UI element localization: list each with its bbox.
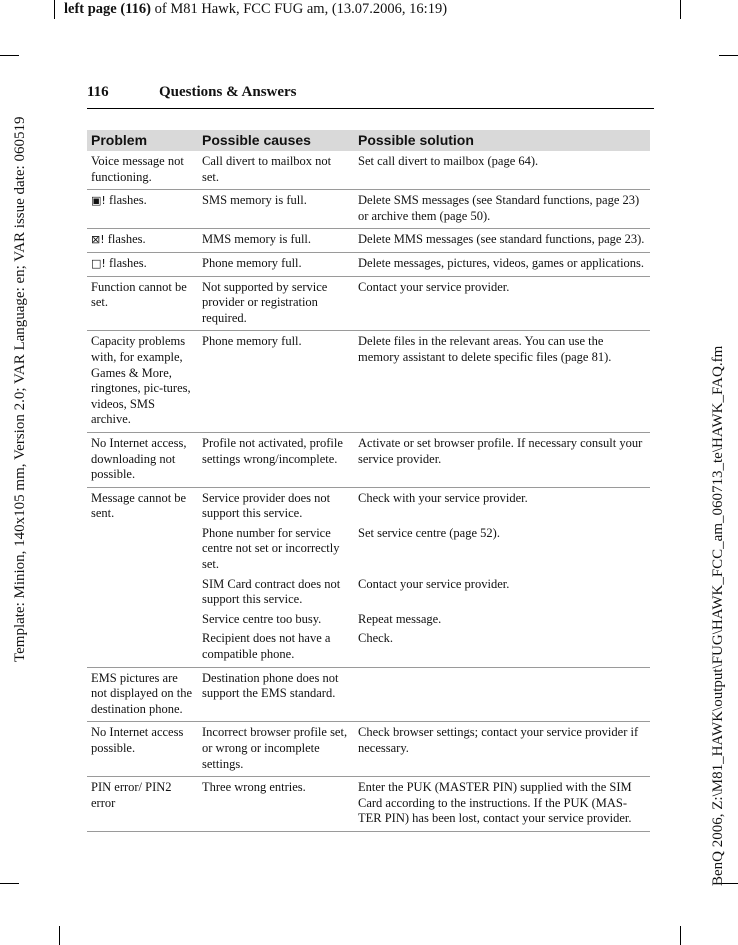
problem-cell [87, 331, 198, 433]
problem-text: Capacity problems with, for example, Games & More, ringtones, pic-tures, videos, SMS archive. [91, 334, 191, 427]
cause-cell: SMS memory is full. [198, 190, 354, 229]
solution-cell: Delete files in the relevant areas. You can use the memory assistant to delete specific files (page 81). [354, 331, 650, 433]
file-path-side-text: BenQ 2006, Z:\M81_HAWK\output\FUG\HAWK_FCC_am_060713_te\HAWK_FAQ.fm [710, 345, 726, 886]
sms-memory-full-icon: ▣! [91, 194, 106, 208]
solution-cell: Check. [354, 628, 650, 667]
cause-cell: Destination phone does not support the EMS standard. [198, 667, 354, 722]
cause-cell: Phone number for service centre not set or incorrectly set. [202, 525, 340, 572]
problem-cell [87, 628, 198, 667]
page-heading [87, 82, 654, 109]
cause-cell: SIM Card contract does not support this service. [202, 576, 341, 607]
problem-text: flashes. [104, 232, 146, 247]
crop-mark [719, 55, 738, 56]
print-header [64, 0, 447, 18]
problem-text: flashes. [105, 255, 147, 270]
section-title: Questions & Answers [159, 84, 297, 100]
problem-text: Message cannot be sent. [91, 490, 187, 521]
table-row [87, 229, 650, 253]
table-header-row [87, 130, 650, 151]
cause-cell: MMS memory is full. [198, 229, 354, 253]
problem-cell [87, 609, 198, 629]
solution-cell: Contact your service provider. [354, 276, 650, 331]
solution-cell: Repeat message. [358, 611, 442, 626]
phone-memory-full-icon: □! [91, 256, 106, 270]
solution-cell: Delete messages, pictures, videos, games or applications. [354, 252, 650, 276]
problem-cell [87, 276, 198, 331]
cause-cell: Three wrong entries. [198, 777, 354, 832]
crop-mark [0, 883, 19, 884]
table-row [87, 276, 650, 331]
crop-mark [54, 0, 55, 19]
table-row [87, 667, 650, 722]
print-header-page: left page (116) [64, 1, 151, 17]
cause-cell: Recipient does not have a compatible phone. [198, 628, 354, 667]
problem-cell [87, 432, 198, 487]
problem-cell [87, 667, 198, 722]
table-row [87, 487, 650, 523]
print-header-info: of M81 Hawk, FCC FUG am, (13.07.2006, 16:19) [150, 1, 448, 17]
cause-cell: Service centre too busy. [202, 611, 322, 626]
problem-cell [87, 487, 198, 523]
table-row [87, 722, 650, 777]
problem-cell [87, 722, 198, 777]
solution-cell: Check with your service provider. [358, 490, 528, 505]
problem-cell [87, 523, 198, 574]
problem-cell [87, 190, 198, 229]
table-row [87, 331, 650, 433]
cause-cell: Phone memory full. [198, 331, 354, 433]
page-number: 116 [87, 84, 109, 100]
table-row [87, 609, 650, 629]
table-row [87, 574, 650, 609]
crop-mark [59, 926, 60, 945]
solution-cell: Delete MMS messages (see standard functions, page 23). [354, 229, 650, 253]
table-row [87, 628, 650, 667]
template-side-note [10, 62, 30, 662]
table-row [87, 151, 650, 190]
cause-cell: Service provider does not support this service. [202, 490, 331, 521]
problem-text: Voice message not functioning. [91, 154, 184, 184]
problem-text: PIN error/ PIN2 error [91, 780, 172, 810]
problem-cell [87, 229, 198, 253]
solution-cell: Enter the PUK (MASTER PIN) supplied with the SIM Card according to the instructions. If the PUK (MAS-TER PIN) has been lost, contact your service provider. [354, 777, 650, 832]
solution-cell: Set service centre (page 52). [358, 525, 500, 540]
table-row [87, 523, 650, 574]
header-problem: Problem [87, 130, 198, 151]
table-row [87, 190, 650, 229]
cause-cell: Incorrect browser profile set, or wrong or incomplete settings. [198, 722, 354, 777]
table-row [87, 432, 650, 487]
problem-text: flashes. [105, 193, 147, 208]
template-side-text: Template: Minion, 140x105 mm, Version 2.0; VAR Language: en; VAR issue date: 060519 [12, 116, 28, 662]
troubleshooting-table [87, 130, 650, 832]
problem-cell [87, 151, 198, 190]
cause-cell: Call divert to mailbox not set. [198, 151, 354, 190]
solution-cell: Delete SMS messages (see Standard functions, page 23) or archive them (page 50). [354, 190, 650, 229]
problem-text: No Internet access, downloading not possible. [91, 435, 187, 482]
crop-mark [680, 926, 681, 945]
crop-mark [680, 0, 681, 19]
cause-cell: Not supported by service provider or registration required. [198, 276, 354, 331]
header-possible-solution: Possible solution [354, 130, 650, 151]
header-possible-causes: Possible causes [198, 130, 354, 151]
table-row [87, 252, 650, 276]
problem-text: EMS pictures are not displayed on the destination phone. [91, 670, 193, 716]
solution-cell: Contact your service provider. [358, 576, 510, 591]
problem-cell [87, 777, 198, 832]
cause-cell: Profile not activated, profile settings wrong/incomplete. [198, 432, 354, 487]
solution-cell: Set call divert to mailbox (page 64). [354, 151, 650, 190]
crop-mark [0, 55, 19, 56]
problem-cell [87, 574, 198, 609]
problem-cell [87, 252, 198, 276]
cause-cell: Phone memory full. [198, 252, 354, 276]
solution-cell: Check browser settings; contact your service provider if necessary. [354, 722, 650, 777]
solution-cell [354, 667, 650, 722]
solution-cell: Activate or set browser profile. If necessary consult your service provider. [354, 432, 650, 487]
mms-memory-full-icon: ⊠! [91, 233, 105, 247]
problem-text: Function cannot be set. [91, 279, 187, 310]
table-row [87, 777, 650, 832]
file-path-side-note [708, 266, 728, 886]
problem-text: No Internet access possible. [91, 725, 184, 755]
